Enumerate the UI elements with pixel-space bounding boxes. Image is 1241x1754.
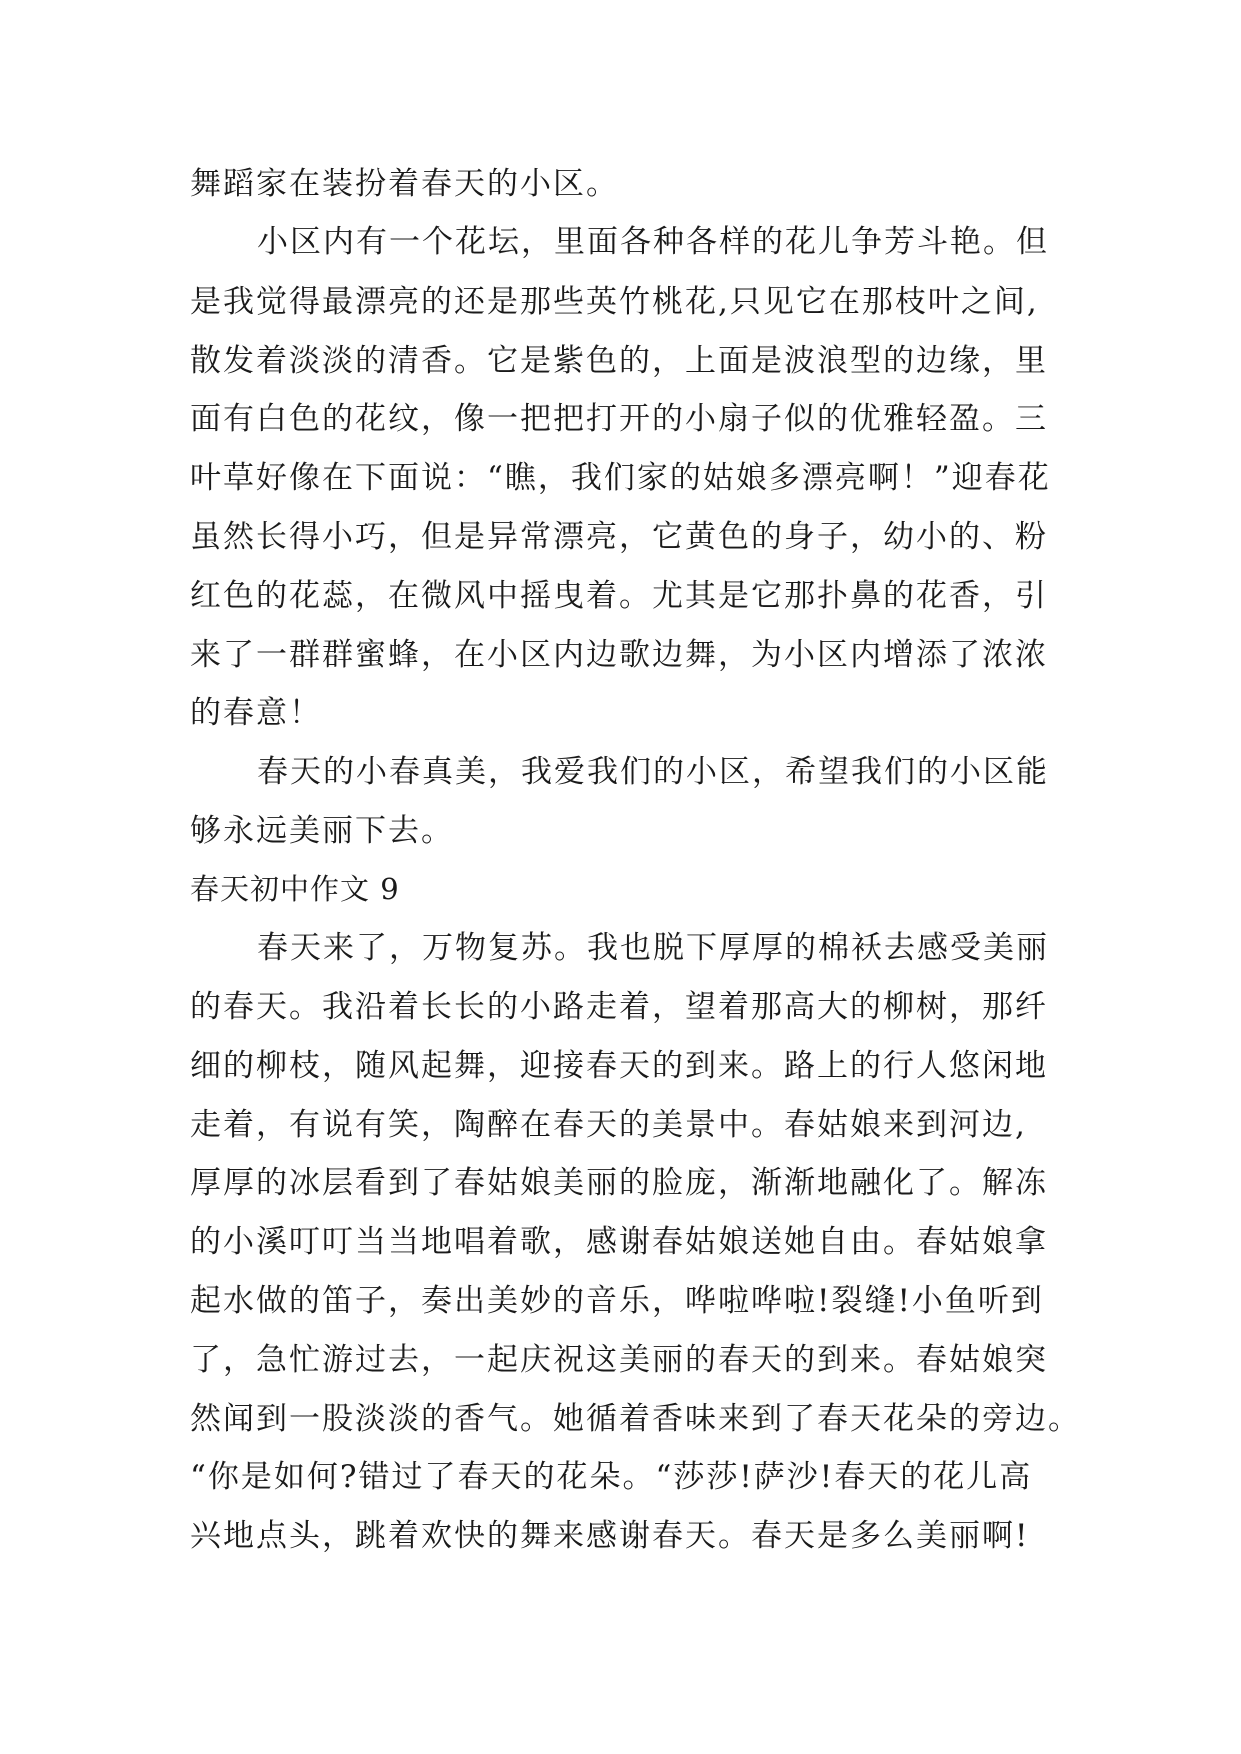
- text-line: 够永远美丽下去。: [190, 813, 454, 849]
- text-line: 来了一群群蜜蜂，在小区内边歌边舞，为小区内增添了浓浓: [190, 637, 1048, 673]
- text-line: “你是如何?错过了春天的花朵。“莎莎!萨沙!春天的花儿高: [190, 1459, 1033, 1495]
- paragraph-start-line: 春天的小春真美，我爱我们的小区，希望我们的小区能: [257, 754, 1049, 790]
- paragraph-start-line: 小区内有一个花坛，里面各种各样的花儿争芳斗艳。但: [257, 224, 1049, 260]
- text-line: 兴地点头，跳着欢快的舞来感谢春天。春天是多么美丽啊!: [190, 1518, 1030, 1554]
- section-heading: 春天初中作文 9: [190, 872, 400, 906]
- text-line: 红色的花蕊，在微风中摇曳着。尤其是它那扑鼻的花香，引: [190, 578, 1048, 614]
- text-line: 散发着淡淡的清香。它是紫色的，上面是波浪型的边缘，里: [190, 343, 1048, 379]
- text-line: 的春天。我沿着长长的小路走着，望着那高大的柳树，那纤: [190, 989, 1048, 1025]
- text-line: 舞蹈家在装扮着春天的小区。: [190, 166, 619, 202]
- paragraph-start-line: 春天来了，万物复苏。我也脱下厚厚的棉袄去感受美丽: [257, 930, 1049, 966]
- text-line: 面有白色的花纹，像一把把打开的小扇子似的优雅轻盈。三: [190, 401, 1048, 437]
- text-line: 叶草好像在下面说：“瞧，我们家的姑娘多漂亮啊！”迎春花: [190, 460, 1051, 496]
- text-line: 走着，有说有笑，陶醉在春天的美景中。春姑娘来到河边,: [190, 1107, 1027, 1143]
- text-line: 了，急忙游过去，一起庆祝这美丽的春天的到来。春姑娘突: [190, 1342, 1048, 1378]
- text-line: 然闻到一股淡淡的香气。她循着香味来到了春天花朵的旁边。: [190, 1401, 1081, 1437]
- text-line: 的小溪叮叮当当地唱着歌，感谢春姑娘送她自由。春姑娘拿: [190, 1224, 1048, 1260]
- text-line: 起水做的笛子，奏出美妙的音乐，哗啦哗啦!裂缝!小鱼听到: [190, 1283, 1044, 1319]
- text-line: 厚厚的冰层看到了春姑娘美丽的脸庞，渐渐地融化了。解冻: [190, 1165, 1048, 1201]
- text-line: 是我觉得最漂亮的还是那些英竹桃花,只见它在那枝叶之间,: [190, 284, 1039, 320]
- text-line: 细的柳枝，随风起舞，迎接春天的到来。路上的行人悠闲地: [190, 1048, 1048, 1084]
- text-line: 虽然长得小巧，但是异常漂亮，它黄色的身子，幼小的、粉: [190, 519, 1048, 555]
- text-line: 的春意！: [190, 695, 322, 731]
